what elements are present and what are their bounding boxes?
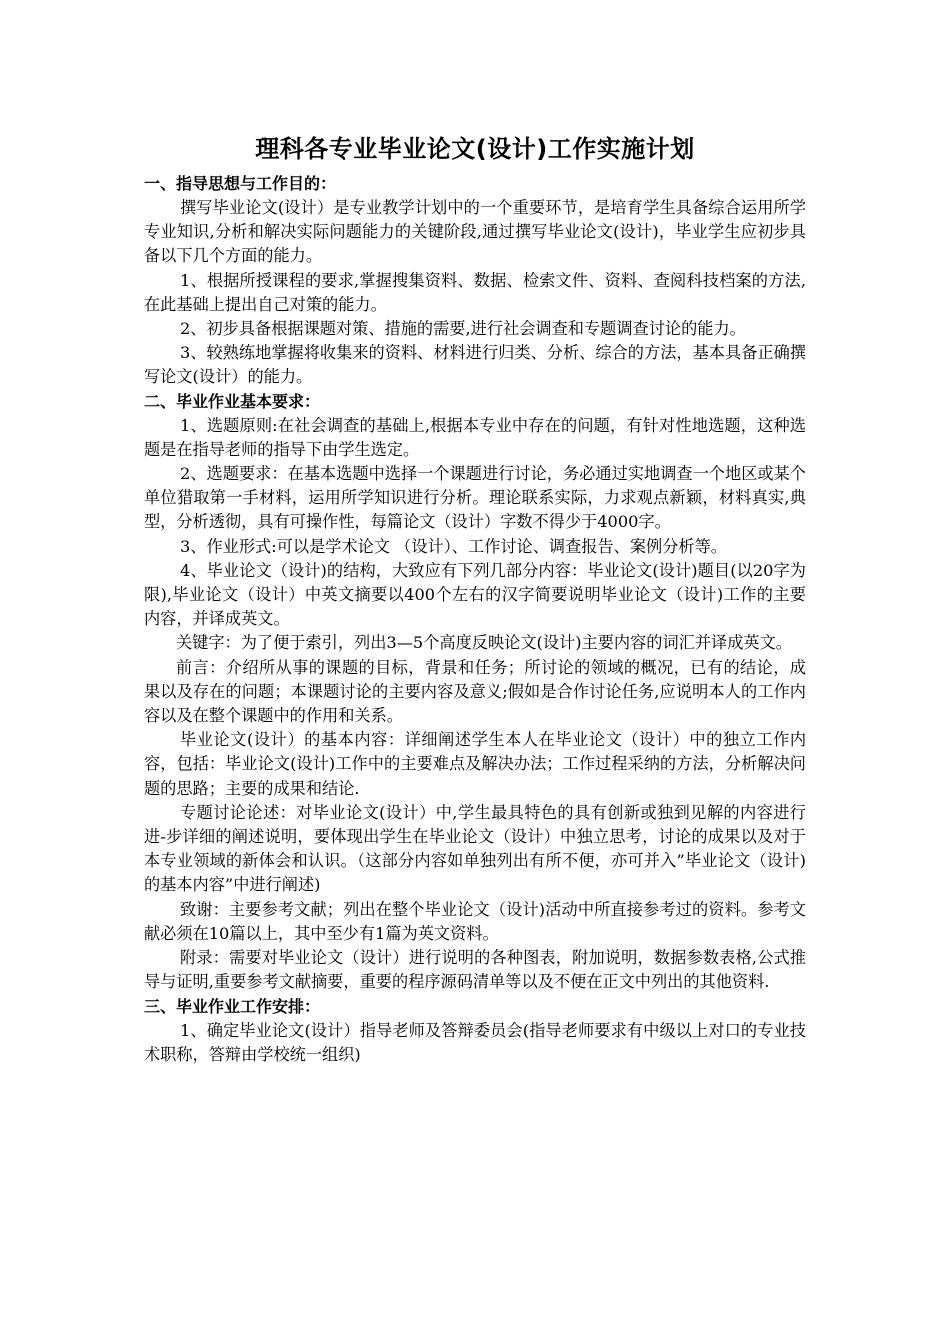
- paragraph: 1、选题原则:在社会调查的基础上,根据本专业中存在的问题，有针对性地选题，这种选题是在指导老师的指导下由学生选定。: [144, 415, 806, 459]
- section-basic-requirements: [144, 390, 806, 995]
- paragraph: 3、作业形式:可以是学术论文 （设计）、工作讨论、调查报告、案例分析等。: [180, 536, 727, 556]
- paragraph: 专题讨论论述：对毕业论文(设计）中,学生最具特色的具有创新或独到见解的内容进行进-步详细的阐述说明，要体现出学生在毕业论文（设计）中独立思考，讨论的成果以及对于本专业领域的新体会和认识。（这部分内容如单独列出有所不便，亦可并入”毕业论文（设计)的基本内容”中进行阐述): [144, 802, 806, 895]
- paragraph: 2、选题要求：在基本选题中选择一个课题进行讨论，务必通过实地调查一个地区或某个单位猎取第一手材料，运用所学知识进行分析。理论联系实际，力求观点新颖，材料真实,典型，分析透彻，具有可操作性，每篇论文（设计）字数不得少于4000字。: [144, 464, 806, 532]
- paragraph: 撰写毕业论文(设计）是专业教学计划中的一个重要环节，是培育学生具备综合运用所学专业知识,分析和解决实际问题能力的关键阶段,通过撰写毕业论文(设计)，毕业学生应初步具备以下几个方面的能力。: [144, 198, 806, 266]
- document-title: 理科各专业毕业论文(设计)工作实施计划: [255, 135, 695, 163]
- paragraph: 附录：需要对毕业论文（设计）进行说明的各种图表，附加说明，数据参数表格,公式推导与证明,重要参考文献摘要，重要的程序源码清单等以及不便在正文中列出的其他资料.: [144, 948, 806, 992]
- paragraph: 3、较熟练地掌握将收集来的资料、材料进行归类、分析、综合的方法，基本具备正确撰写论文(设计）的能力。: [144, 343, 806, 387]
- paragraph: 前言：介绍所从事的课题的目标，背景和任务；所讨论的领域的概况，已有的结论，成果以及存在的问题；本课题讨论的主要内容及意义;假如是合作讨论任务,应说明本人的工作内容以及在整个课题中的作用和关系。: [144, 657, 806, 726]
- paragraph: 4、毕业论文（设计)的结构，大致应有下列几部分内容：毕业论文(设计)题目(以20字为限),毕业论文（设计）中英文摘要以400个左右的汉字简要说明毕业论文（设计)工作的主要内容，并译成英文。: [144, 560, 806, 629]
- paragraph: 毕业论文(设计）的基本内容：详细阐述学生本人在毕业论文（设计）中的独立工作内容，包括：毕业论文(设计)工作中的主要难点及解决办法；工作过程采纳的方法，分析解决问题的思路；主要的成果和结论.: [144, 730, 806, 798]
- paragraph: 关键字：为了便于索引，列出3—5个高度反映论文(设计)主要内容的词汇并译成英文。: [176, 633, 792, 653]
- section-heading: 三、毕业作业工作安排：: [144, 996, 321, 1016]
- section-work-arrangement: [144, 995, 806, 1067]
- section-guiding-ideas: [144, 172, 806, 390]
- paragraph: 致谢：主要参考文献；列出在整个毕业论文（设计)活动中所直接参考过的资料。参考文献必须在10篇以上，其中至少有1篇为英文资料。: [144, 899, 806, 943]
- section-heading: 一、指导思想与工作目的：: [144, 174, 337, 193]
- paragraph: 1、根据所授课程的要求,掌握搜集资料、数据、检索文件、资料、查阅科技档案的方法,在此基础上提出自己对策的能力。: [144, 270, 806, 314]
- paragraph: 1、确定毕业论文(设计）指导老师及答辩委员会(指导老师要求有中级以上对口的专业技术职称，答辩由学校统一组织): [144, 1020, 806, 1064]
- section-heading: 二、毕业作业基本要求：: [144, 391, 321, 411]
- paragraph: 2、初步具备根据课题对策、措施的需要,进行社会调查和专题调查讨论的能力。: [180, 319, 746, 339]
- document-body: [144, 132, 806, 1067]
